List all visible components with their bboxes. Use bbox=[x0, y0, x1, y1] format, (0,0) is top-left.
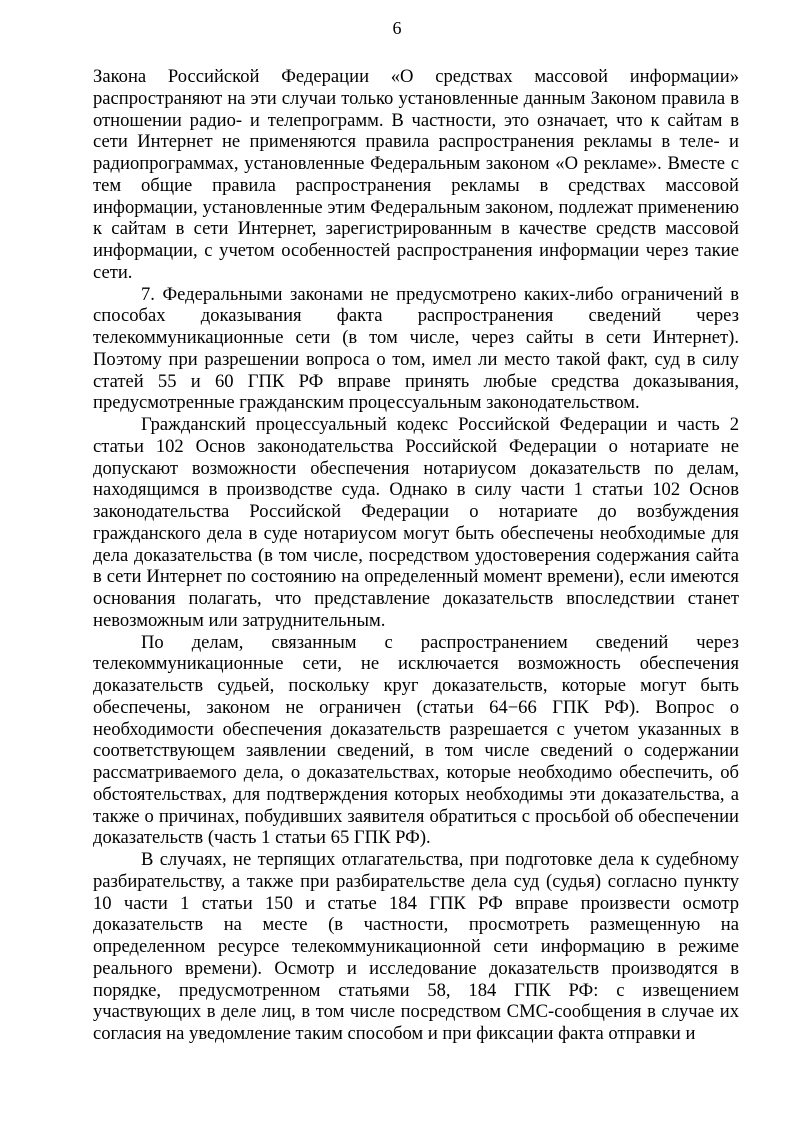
paragraph-item-7: 7. Федеральными законами не предусмотрено каких-либо ограничений в способах доказывания факта распространения сведений через телекоммуникационные сети (в том числе, через сайты в сети Интернет). Поэтому при разрешении вопроса о том, имел ли место такой факт, суд в силу статей 55 и 60 ГПК РФ вправе принять любые средства доказывания, предусмотренные гражданским процессуальным законодательством. bbox=[93, 283, 739, 414]
paragraph-urgent-cases: В случаях, не терпящих отлагательства, при подготовке дела к судебному разбирательству, а также при разбирательстве дела суд (судья) согласно пункту 10 части 1 статьи 150 и статье 184 ГПК РФ вправе произвести осмотр доказательств на месте (в частности, просмотреть размещенную на определенном ресурсе телекоммуникационной сети информацию в режиме реального времени). Осмотр и исследование доказательств производятся в порядке, предусмотренном статьями 58, 184 ГПК РФ: с извещением участвующих в деле лиц, в том числе посредством СМС-сообщения в случае их согласия на уведомление таким способом и при фиксации факта отправки и bbox=[93, 849, 739, 1044]
paragraph-continuation: Закона Российской Федерации «О средствах массовой информации» распространяют на эти случаи только установленные данным Законом правила в отношении радио- и телепрограмм. В частности, это означает, что к сайтам в сети Интернет не применяются правила распространения рекламы в теле- и радиопрограммах, установленные Федеральным законом «О рекламе». Вместе с тем общие правила распространения рекламы в средствах массовой информации, установленные этим Федеральным законом, подлежат применению к сайтам в сети Интернет, зарегистрированным в качестве средств массовой информации, с учетом особенностей распространения информации через такие сети. bbox=[93, 66, 739, 283]
page-number: 6 bbox=[392, 18, 402, 38]
document-body bbox=[93, 66, 739, 1045]
paragraph-judge-evidence: По делам, связанным с распространением сведений через телекоммуникационные сети, не исключается возможность обеспечения доказательств судьей, поскольку круг доказательств, которые могут быть обеспечены, законом не ограничен (статьи 64−66 ГПК РФ). Вопрос о необходимости обеспечения доказательств разрешается с учетом указанных в соответствующем заявлении сведений, в том числе сведений о содержании рассматриваемого дела, о доказательствах, которые необходимо обеспечить, об обстоятельствах, для подтверждения которых необходимы эти доказательства, а также о причинах, побудивших заявителя обратиться с просьбой об обеспечении доказательств (часть 1 статьи 65 ГПК РФ). bbox=[93, 631, 739, 849]
paragraph-notary-evidence: Гражданский процессуальный кодекс Российской Федерации и часть 2 статьи 102 Основ законодательства Российской Федерации о нотариате не допускают возможности обеспечения нотариусом доказательств по делам, находящимся в производстве суда. Однако в силу части 1 статьи 102 Основ законодательства Российской Федерации о нотариате до возбуждения гражданского дела в суде нотариусом могут быть обеспечены необходимые для дела доказательства (в том числе, посредством удостоверения содержания сайта в сети Интернет по состоянию на определенный момент времени), если имеются основания полагать, что представление доказательств впоследствии станет невозможным или затруднительным. bbox=[93, 414, 739, 631]
